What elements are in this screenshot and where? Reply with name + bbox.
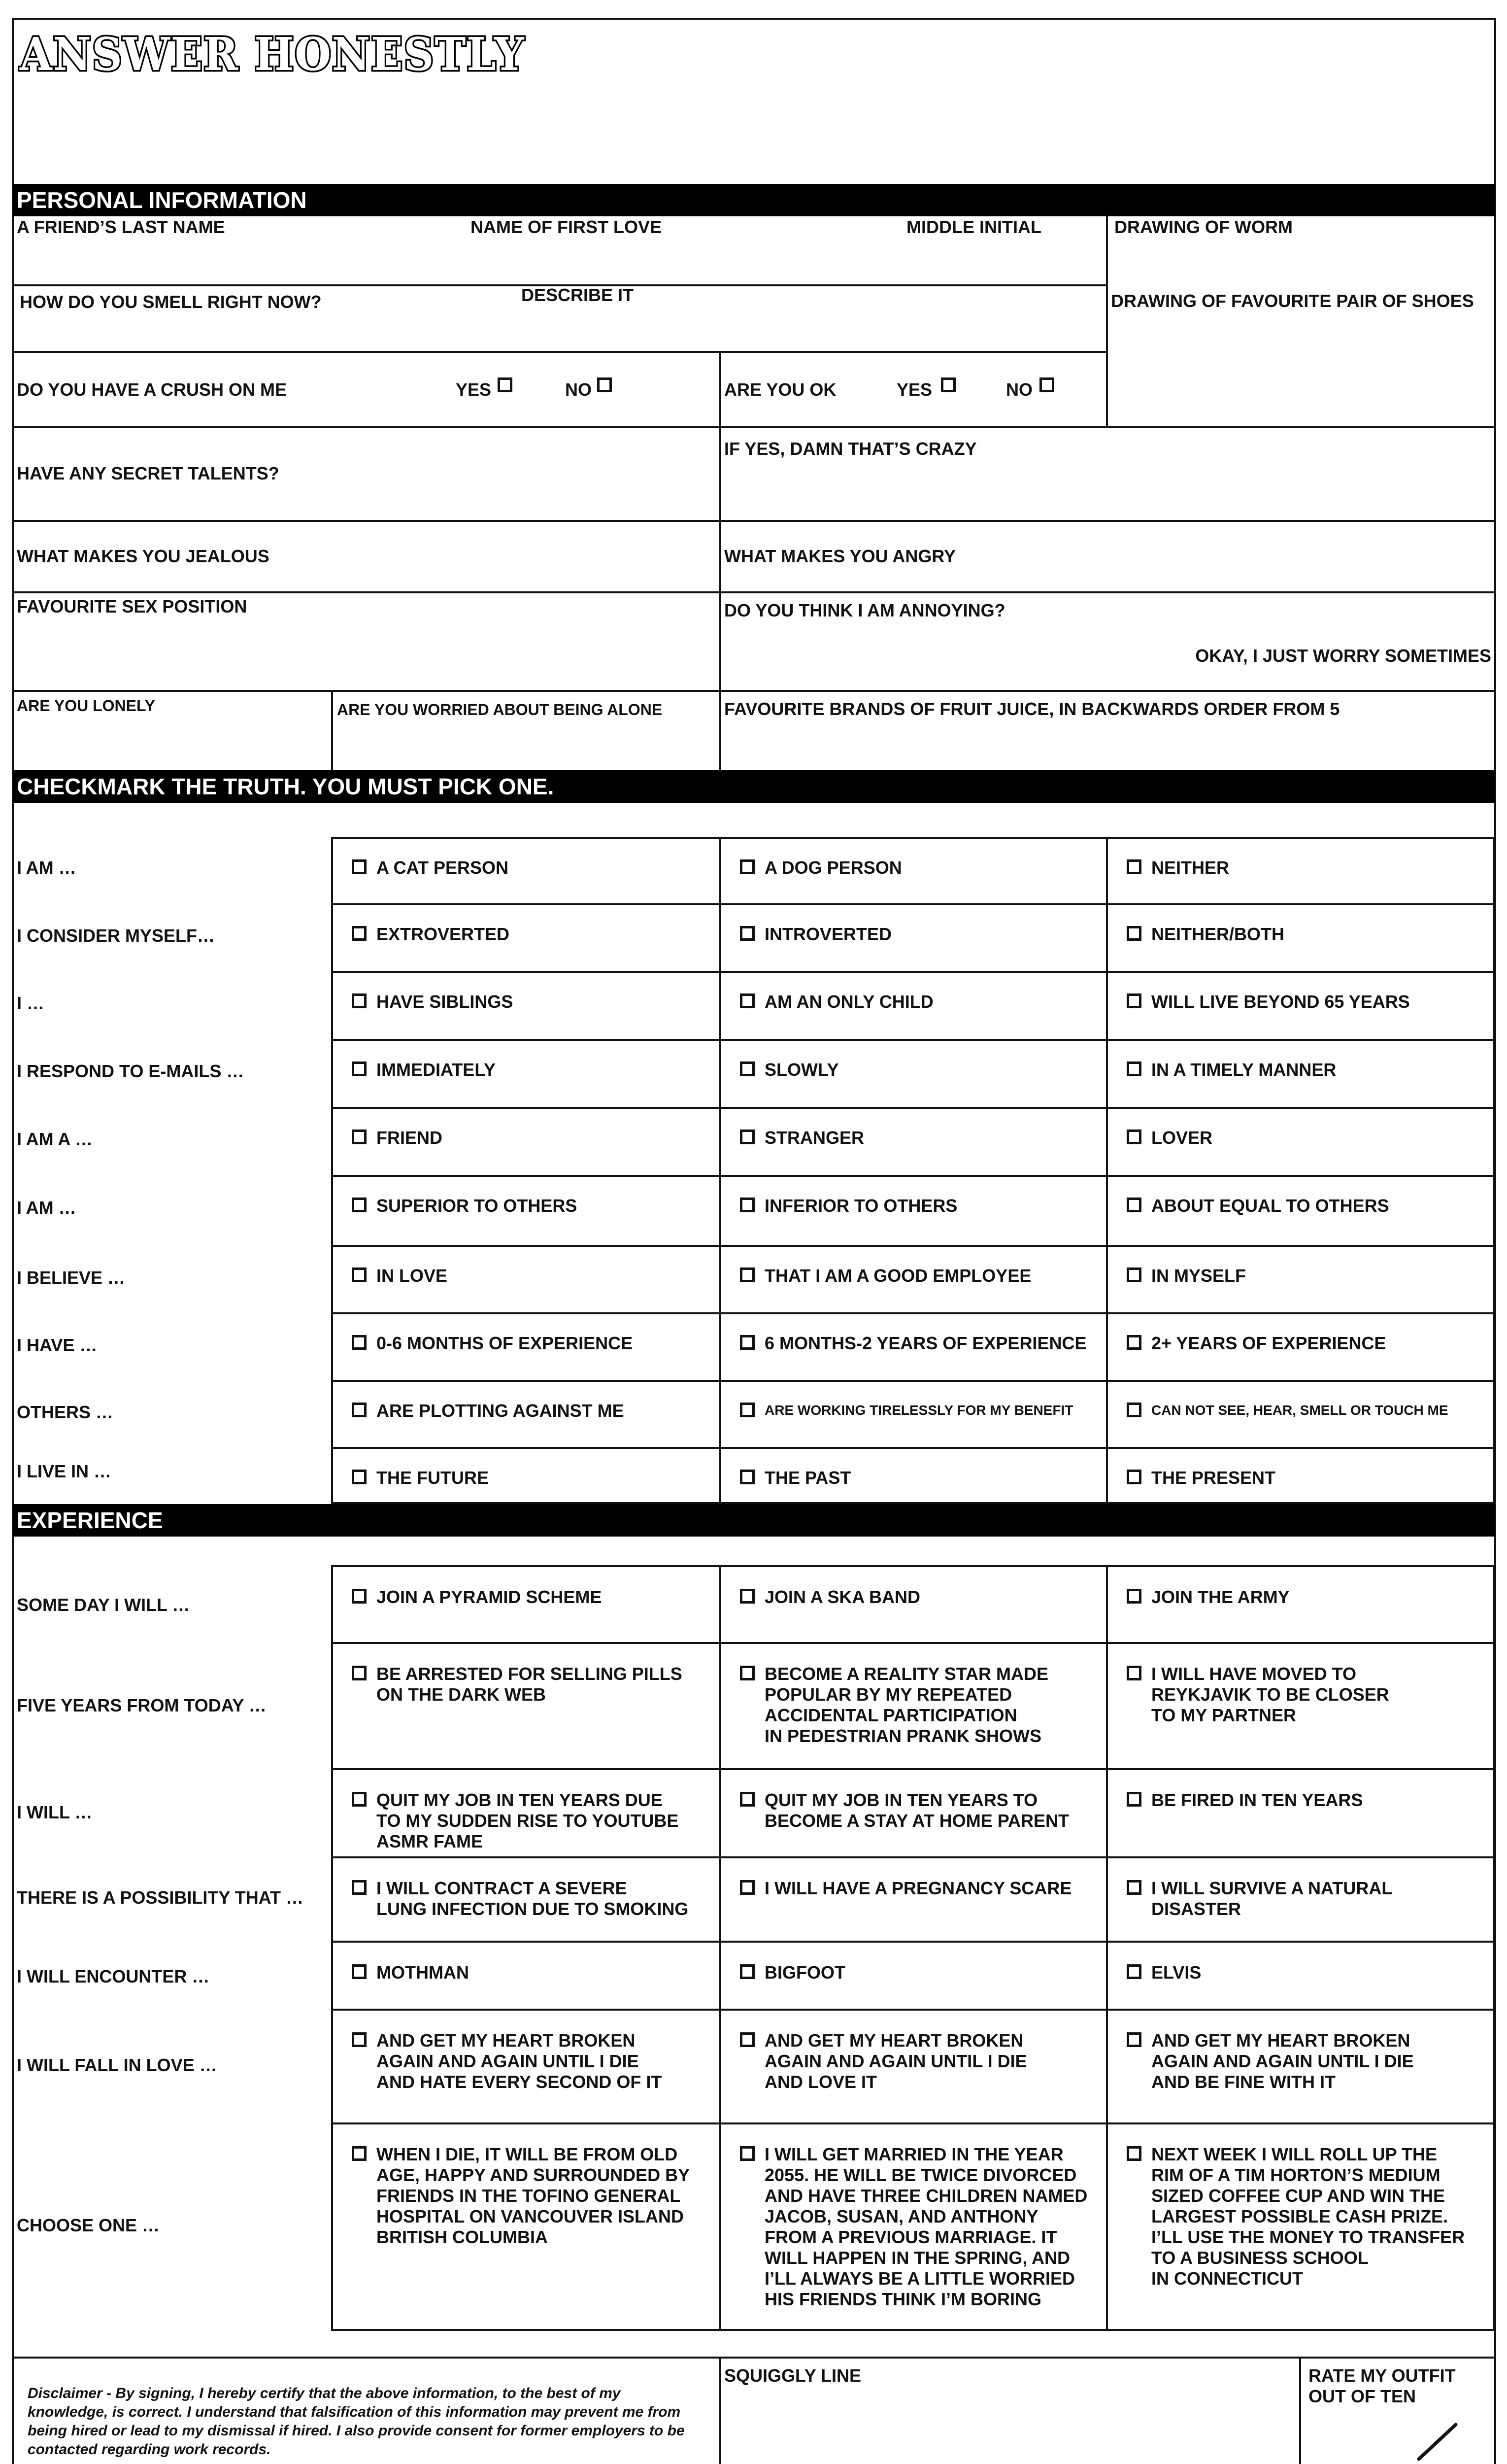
option-checkbox[interactable] (740, 1061, 755, 1076)
row-label: SOME DAY I WILL … (17, 1595, 190, 1615)
field-label-middle-initial: MIDDLE INITIAL (906, 217, 1041, 237)
option-checkbox[interactable] (352, 926, 367, 941)
option-checkbox[interactable] (352, 859, 367, 874)
option-checkbox[interactable] (740, 1335, 755, 1350)
option-checkbox[interactable] (352, 1880, 367, 1895)
field-label-if-yes: IF YES, DAMN THAT’S CRAZY (724, 439, 977, 459)
option-label[interactable]: ARE PLOTTING AGAINST ME (376, 1401, 624, 1421)
option-label[interactable]: IN MYSELF (1151, 1266, 1246, 1286)
ok-no-label: NO (1006, 379, 1033, 400)
crush-yes-checkbox[interactable] (498, 377, 512, 392)
squiggly-line-label: SQUIGGLY LINE (724, 2365, 862, 2386)
option-label[interactable]: WILL LIVE BEYOND 65 YEARS (1151, 992, 1410, 1012)
option-label[interactable]: 0-6 MONTHS OF EXPERIENCE (376, 1333, 633, 1353)
option-checkbox[interactable] (740, 1964, 755, 1979)
field-label-drawing-worm: DRAWING OF WORM (1114, 217, 1293, 237)
option-label[interactable]: THAT I AM A GOOD EMPLOYEE (765, 1266, 1032, 1286)
row-divider (331, 1380, 1495, 1382)
option-label[interactable]: HAVE SIBLINGS (376, 992, 513, 1012)
row-divider (331, 1312, 1495, 1314)
field-label-talents: HAVE ANY SECRET TALENTS? (17, 463, 279, 483)
option-checkbox[interactable] (1127, 1964, 1141, 1979)
option-checkbox[interactable] (740, 1129, 755, 1144)
row-label: I AM … (17, 857, 76, 878)
option-checkbox[interactable] (740, 1403, 755, 1417)
option-checkbox[interactable] (740, 1666, 755, 1680)
option-label[interactable]: I WILL HAVE MOVED TO REYKJAVIK TO BE CLOSER TO MY PARTNER (1151, 1664, 1389, 1725)
option-checkbox[interactable] (740, 1589, 755, 1604)
option-checkbox[interactable] (1127, 2146, 1141, 2161)
option-checkbox[interactable] (740, 2032, 755, 2047)
row-divider (331, 1107, 1495, 1109)
option-label[interactable]: AND GET MY HEART BROKEN AGAIN AND AGAIN UNTIL I DIE AND HATE EVERY SECOND OF IT (376, 2030, 662, 2092)
option-label[interactable]: IN LOVE (376, 1266, 448, 1286)
section-title: CHECKMARK THE TRUTH. YOU MUST PICK ONE. (17, 774, 554, 799)
rating-slash-mark (1409, 2415, 1463, 2464)
divider (719, 351, 721, 770)
option-label[interactable]: AND GET MY HEART BROKEN AGAIN AND AGAIN UNTIL I DIE AND BE FINE WITH IT (1151, 2030, 1414, 2092)
option-label[interactable]: I WILL SURVIVE A NATURAL DISASTER (1151, 1878, 1393, 1919)
ok-no-checkbox[interactable] (1039, 377, 1054, 392)
row-divider (331, 1768, 1495, 1770)
option-checkbox[interactable] (1127, 2032, 1141, 2047)
field-label-annoying: DO YOU THINK I AM ANNOYING? (724, 600, 1005, 620)
option-checkbox[interactable] (352, 993, 367, 1008)
option-label[interactable]: NEXT WEEK I WILL ROLL UP THE RIM OF A TIM HORTON’S MEDIUM SIZED COFFEE CUP AND WIN THE LARGEST POSSIBLE CASH PRIZE. I’LL USE THE MONEY TO TRANSFER TO A BUSINESS SCHOOL IN CONNECTICUT (1151, 2144, 1465, 2289)
row-label: I AM A … (17, 1129, 93, 1149)
option-checkbox[interactable] (740, 1267, 755, 1282)
option-checkbox[interactable] (352, 1335, 367, 1350)
option-checkbox[interactable] (352, 1792, 367, 1807)
ok-yes-label: YES (897, 379, 933, 400)
section-header-checkmark (13, 770, 1495, 803)
option-checkbox[interactable] (740, 2146, 755, 2161)
option-label[interactable]: NEITHER/BOTH (1151, 924, 1284, 944)
worry-note: OKAY, I JUST WORRY SOMETIMES (1195, 646, 1491, 666)
option-label[interactable]: I WILL GET MARRIED IN THE YEAR 2055. HE WILL BE TWICE DIVORCED AND HAVE THREE CHILDREN NAMED JACOB, SUSAN, AND ANTHONY FROM A PREVIOUS MARRIAGE. IT WILL HAPPEN IN THE SPRING, AND I’LL ALWAYS BE A LITTLE WORRIED HIS FRIENDS THINK I’M BORING (765, 2144, 1088, 2309)
row-label: CHOOSE ONE … (17, 2215, 160, 2235)
option-checkbox[interactable] (1127, 1666, 1141, 1680)
row-label: FIVE YEARS FROM TODAY … (17, 1695, 267, 1715)
option-checkbox[interactable] (352, 1129, 367, 1144)
section-title: EXPERIENCE (17, 1507, 163, 1533)
row-label: I AM … (17, 1198, 76, 1218)
option-label[interactable]: I WILL CONTRACT A SEVERE LUNG INFECTION DUE TO SMOKING (376, 1878, 689, 1919)
crush-no-label: NO (565, 379, 592, 400)
option-checkbox[interactable] (740, 926, 755, 941)
row-label: THERE IS A POSSIBILITY THAT … (17, 1887, 304, 1908)
section-header-experience (13, 1504, 1495, 1537)
option-label[interactable]: EXTROVERTED (376, 924, 510, 944)
option-label[interactable]: SUPERIOR TO OTHERS (376, 1196, 577, 1216)
option-label[interactable]: THE PRESENT (1151, 1468, 1276, 1488)
row-label: I … (17, 993, 45, 1013)
option-checkbox[interactable] (352, 1403, 367, 1417)
option-checkbox[interactable] (1127, 1129, 1141, 1144)
row-label: I WILL FALL IN LOVE … (17, 2055, 217, 2075)
field-label-juice: FAVOURITE BRANDS OF FRUIT JUICE, IN BACKWARDS ORDER FROM 5 (724, 699, 1340, 719)
column-divider (719, 1565, 721, 2331)
option-label[interactable]: ABOUT EQUAL TO OTHERS (1151, 1196, 1389, 1216)
crush-no-checkbox[interactable] (597, 377, 612, 392)
option-checkbox[interactable] (352, 1267, 367, 1282)
field-label-angry: WHAT MAKES YOU ANGRY (724, 546, 956, 566)
field-label-jealous: WHAT MAKES YOU JEALOUS (17, 546, 269, 566)
row-divider (331, 971, 1495, 973)
option-label[interactable]: I WILL HAVE A PREGNANCY SCARE (765, 1878, 1072, 1898)
option-label[interactable]: CAN NOT SEE, HEAR, SMELL OR TOUCH ME (1151, 1403, 1448, 1418)
option-checkbox[interactable] (352, 1589, 367, 1604)
option-checkbox[interactable] (1127, 1589, 1141, 1604)
option-checkbox[interactable] (352, 1964, 367, 1979)
field-label-friend-last-name: A FRIEND’S LAST NAME (17, 217, 225, 237)
option-label[interactable]: SLOWLY (765, 1060, 839, 1080)
crush-yes-label: YES (456, 379, 492, 400)
option-label[interactable]: LOVER (1151, 1128, 1213, 1148)
option-checkbox[interactable] (740, 1880, 755, 1895)
option-label[interactable]: THE FUTURE (376, 1468, 489, 1488)
option-label[interactable]: NEITHER (1151, 857, 1230, 878)
section-title: PERSONAL INFORMATION (17, 187, 307, 213)
option-label[interactable]: IN A TIMELY MANNER (1151, 1060, 1337, 1080)
rate-outfit-label: RATE MY OUTFIT OUT OF TEN (1308, 2365, 1456, 2406)
divider (13, 591, 1495, 593)
option-checkbox[interactable] (740, 1470, 755, 1484)
option-label[interactable]: JOIN A PYRAMID SCHEME (376, 1587, 602, 1607)
option-checkbox[interactable] (1127, 1792, 1141, 1807)
option-label[interactable]: 6 MONTHS-2 YEARS OF EXPERIENCE (765, 1333, 1087, 1353)
column-divider (1106, 837, 1108, 1504)
option-checkbox[interactable] (352, 1666, 367, 1680)
option-checkbox[interactable] (1127, 1470, 1141, 1484)
field-label-smell: HOW DO YOU SMELL RIGHT NOW? (20, 292, 322, 312)
option-label[interactable]: WHEN I DIE, IT WILL BE FROM OLD AGE, HAPPY AND SURROUNDED BY FRIENDS IN THE TOFINO GENERAL HOSPITAL ON VANCOUVER ISLAND BRITISH COLUMBIA (376, 2144, 690, 2247)
option-label[interactable]: JOIN THE ARMY (1151, 1587, 1290, 1607)
option-label[interactable]: QUIT MY JOB IN TEN YEARS TO BECOME A STAY AT HOME PARENT (765, 1790, 1070, 1831)
column-divider (1106, 1565, 1108, 2331)
option-label[interactable]: BIGFOOT (765, 1962, 845, 1983)
option-label[interactable]: AND GET MY HEART BROKEN AGAIN AND AGAIN UNTIL I DIE AND LOVE IT (765, 2030, 1027, 2092)
row-label: I RESPOND TO E-MAILS … (17, 1061, 244, 1081)
row-divider (331, 1175, 1495, 1177)
field-label-alone: ARE YOU WORRIED ABOUT BEING ALONE (337, 701, 663, 719)
row-label: I LIVE IN … (17, 1461, 112, 1481)
divider (719, 2357, 721, 2464)
option-label[interactable]: FRIEND (376, 1128, 442, 1148)
row-label: I BELIEVE … (17, 1267, 126, 1288)
option-checkbox[interactable] (352, 2032, 367, 2047)
divider (13, 2357, 1495, 2359)
option-label[interactable]: A DOG PERSON (765, 857, 902, 878)
field-label-drawing-shoes: DRAWING OF FAVOURITE PAIR OF SHOES (1111, 291, 1474, 311)
option-checkbox[interactable] (1127, 859, 1141, 874)
divider (13, 520, 1495, 522)
option-label[interactable]: BE ARRESTED FOR SELLING PILLS ON THE DARK WEB (376, 1664, 682, 1705)
option-label[interactable]: QUIT MY JOB IN TEN YEARS DUE TO MY SUDDEN RISE TO YOUTUBE ASMR FAME (376, 1790, 679, 1851)
field-label-crush: DO YOU HAVE A CRUSH ON ME (17, 379, 287, 400)
option-label[interactable]: THE PAST (765, 1468, 851, 1488)
option-checkbox[interactable] (1127, 1880, 1141, 1895)
option-checkbox[interactable] (1127, 1198, 1141, 1212)
option-label[interactable]: JOIN A SKA BAND (765, 1587, 921, 1607)
field-label-lonely: ARE YOU LONELY (17, 697, 155, 715)
option-label[interactable]: A CAT PERSON (376, 857, 509, 878)
option-label[interactable]: IMMEDIATELY (376, 1060, 496, 1080)
option-checkbox[interactable] (1127, 1061, 1141, 1076)
row-divider (331, 1447, 1495, 1449)
option-checkbox[interactable] (1127, 926, 1141, 941)
field-label-sex-position: FAVOURITE SEX POSITION (17, 596, 247, 616)
option-label[interactable]: MOTHMAN (376, 1962, 469, 1983)
option-label[interactable]: BECOME A REALITY STAR MADE POPULAR BY MY REPEATED ACCIDENTAL PARTICIPATION IN PEDESTRIAN PRANK SHOWS (765, 1664, 1049, 1746)
option-label[interactable]: INTROVERTED (765, 924, 892, 944)
field-label-first-love: NAME OF FIRST LOVE (470, 217, 662, 237)
option-checkbox[interactable] (1127, 1403, 1141, 1417)
option-checkbox[interactable] (1127, 1267, 1141, 1282)
option-checkbox[interactable] (352, 1061, 367, 1076)
row-divider (331, 1039, 1495, 1041)
row-divider (331, 1245, 1495, 1247)
divider (13, 426, 1495, 428)
option-checkbox[interactable] (352, 1198, 367, 1212)
option-checkbox[interactable] (740, 1198, 755, 1212)
row-divider (331, 1642, 1495, 1644)
field-label-are-you-ok: ARE YOU OK (724, 379, 837, 400)
option-label[interactable]: ELVIS (1151, 1962, 1202, 1983)
form-title: ANSWER HONESTLY (20, 28, 525, 81)
row-divider (331, 1941, 1495, 1943)
option-label[interactable]: BE FIRED IN TEN YEARS (1151, 1790, 1363, 1810)
row-label: I WILL ENCOUNTER … (17, 1966, 210, 1986)
option-checkbox[interactable] (740, 859, 755, 874)
row-divider (331, 903, 1495, 905)
divider (13, 690, 1495, 692)
column-divider (719, 837, 721, 1504)
option-checkbox[interactable] (740, 993, 755, 1008)
option-label[interactable]: ARE WORKING TIRELESSLY FOR MY BENEFIT (765, 1403, 1073, 1418)
ok-yes-checkbox[interactable] (941, 377, 956, 392)
row-divider (331, 2122, 1495, 2124)
option-checkbox[interactable] (352, 1470, 367, 1484)
divider (13, 351, 1108, 353)
option-label[interactable]: INFERIOR TO OTHERS (765, 1196, 958, 1216)
field-label-describe-it: DESCRIBE IT (521, 285, 634, 305)
option-checkbox[interactable] (1127, 1335, 1141, 1350)
divider (331, 690, 333, 770)
section-header-personal (13, 184, 1495, 216)
option-label[interactable]: AM AN ONLY CHILD (765, 992, 934, 1012)
row-label: I HAVE … (17, 1335, 98, 1355)
row-label: I WILL … (17, 1802, 93, 1822)
option-checkbox[interactable] (1127, 993, 1141, 1008)
divider (1299, 2357, 1301, 2464)
disclaimer-text: Disclaimer - By signing, I hereby certify that the above information, to the best of my knowledge, is correct. I understand that falsification of this information may prevent me from being hired or lead to my dismissal if hired. I also provide consent for former employers to be contacted regarding work records. (28, 2385, 685, 2458)
row-label: OTHERS … (17, 1402, 114, 1422)
row-label: I CONSIDER MYSELF… (17, 925, 215, 946)
option-checkbox[interactable] (740, 1792, 755, 1807)
option-label[interactable]: 2+ YEARS OF EXPERIENCE (1151, 1333, 1386, 1353)
row-divider (331, 2009, 1495, 2011)
divider (1106, 215, 1108, 427)
option-checkbox[interactable] (352, 2146, 367, 2161)
row-divider (331, 1856, 1495, 1858)
option-label[interactable]: STRANGER (765, 1128, 865, 1148)
